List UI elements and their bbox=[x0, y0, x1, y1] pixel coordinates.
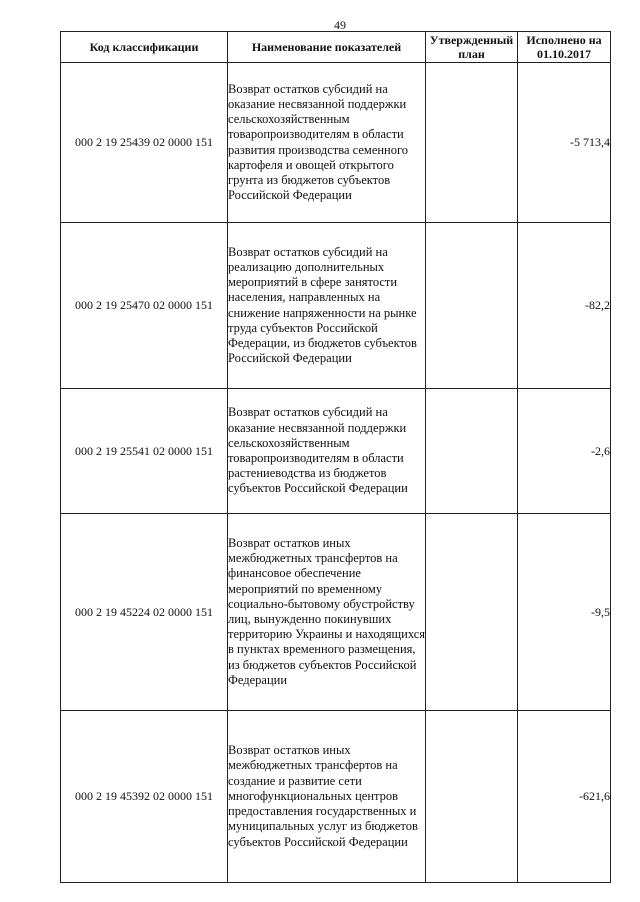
row-executed: -9,5 bbox=[518, 514, 611, 711]
row-plan bbox=[426, 63, 518, 223]
row-plan bbox=[426, 711, 518, 883]
row-name: Возврат остатков иных межбюджетных трансфертов на финансовое обеспечение мероприятий по временному социально-бытовому обустройству лиц, вынужденно покинувших территорию Украины и находящихся в пунктах временного размещения, из бюджетов субъектов Российской Федерации bbox=[228, 514, 426, 711]
header-executed: Исполнено на 01.10.2017 bbox=[518, 32, 611, 63]
row-code: 000 2 19 25439 02 0000 151 bbox=[61, 63, 228, 223]
row-executed: -2,6 bbox=[518, 389, 611, 514]
row-name: Возврат остатков иных межбюджетных трансфертов на создание и развитие сети многофункциональных центров предоставления государственных и муниципальных услуг из бюджетов субъектов Российской Федерации bbox=[228, 711, 426, 883]
table-row bbox=[61, 514, 611, 711]
header-plan: Утвержденный план bbox=[426, 32, 518, 63]
row-code: 000 2 19 45224 02 0000 151 bbox=[61, 514, 228, 711]
page-number: 49 bbox=[334, 18, 346, 32]
row-name: Возврат остатков субсидий на оказание несвязанной поддержки сельскохозяйственным товаропроизводителям в области растениеводства из бюджетов субъектов Российской Федерации bbox=[228, 389, 426, 514]
row-plan bbox=[426, 514, 518, 711]
row-plan bbox=[426, 389, 518, 514]
row-executed: -82,2 bbox=[518, 223, 611, 389]
row-plan bbox=[426, 223, 518, 389]
header-name: Наименование показателей bbox=[228, 32, 426, 63]
row-name: Возврат остатков субсидий на оказание несвязанной поддержки сельскохозяйственным товаропроизводителям в области развития производства семенного картофеля и овощей открытого грунта из бюджетов субъектов Российской Федерации bbox=[228, 63, 426, 223]
row-code: 000 2 19 45392 02 0000 151 bbox=[61, 711, 228, 883]
row-code: 000 2 19 25541 02 0000 151 bbox=[61, 389, 228, 514]
table-row bbox=[61, 711, 611, 883]
row-code: 000 2 19 25470 02 0000 151 bbox=[61, 223, 228, 389]
table-header-row bbox=[61, 32, 611, 63]
row-name: Возврат остатков субсидий на реализацию дополнительных мероприятий в сфере занятости населения, направленных на снижение напряженности на рынке труда субъектов Российской Федерации, из бюджетов субъектов Российской Федерации bbox=[228, 223, 426, 389]
table-row bbox=[61, 63, 611, 223]
row-executed: -5 713,4 bbox=[518, 63, 611, 223]
table-row bbox=[61, 389, 611, 514]
row-executed: -621,6 bbox=[518, 711, 611, 883]
header-code: Код классификации bbox=[61, 32, 228, 63]
budget-table bbox=[60, 31, 611, 883]
table-row bbox=[61, 223, 611, 389]
